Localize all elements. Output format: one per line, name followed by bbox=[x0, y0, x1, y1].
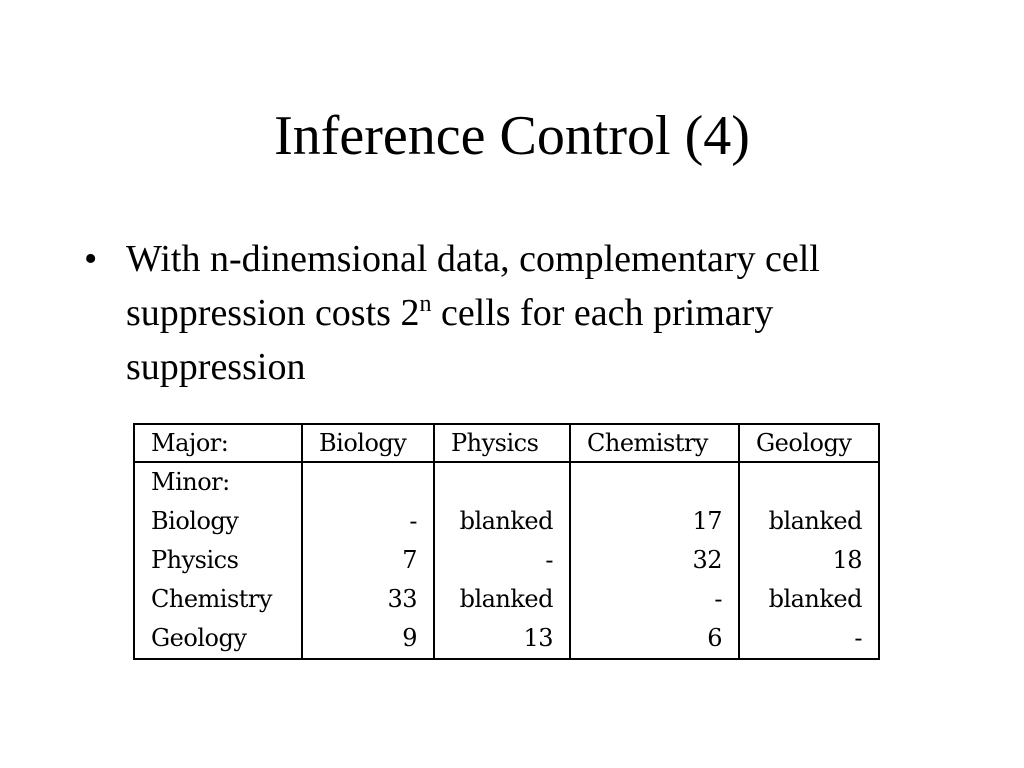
table-cell: blanked bbox=[739, 580, 879, 619]
table-row-minor-label bbox=[134, 462, 879, 502]
table-cell: blanked bbox=[434, 502, 570, 541]
table-cell: 7 bbox=[302, 541, 434, 580]
bullet-text-before: With n-dinemsional data, complementary cell suppression costs 2 bbox=[126, 238, 820, 334]
table-cell bbox=[739, 462, 879, 502]
table-cell bbox=[434, 462, 570, 502]
table-cell: 18 bbox=[739, 541, 879, 580]
major-minor-table bbox=[133, 423, 880, 660]
header-cell-geology: Geology bbox=[739, 424, 879, 462]
row-label: Geology bbox=[134, 619, 302, 659]
row-label: Physics bbox=[134, 541, 302, 580]
table-cell: - bbox=[570, 580, 739, 619]
table-cell: blanked bbox=[434, 580, 570, 619]
bullet-superscript: n bbox=[419, 291, 432, 317]
table-cell bbox=[570, 462, 739, 502]
header-cell-major: Major: bbox=[134, 424, 302, 462]
table-cell: 13 bbox=[434, 619, 570, 659]
table-cell: 33 bbox=[302, 580, 434, 619]
table-row bbox=[134, 619, 879, 659]
table-cell: 32 bbox=[570, 541, 739, 580]
table-row bbox=[134, 502, 879, 541]
header-cell-physics: Physics bbox=[434, 424, 570, 462]
header-cell-chemistry: Chemistry bbox=[570, 424, 739, 462]
table-header-row bbox=[134, 424, 879, 462]
row-label: Chemistry bbox=[134, 580, 302, 619]
bullet-text bbox=[126, 238, 820, 388]
table-cell: - bbox=[434, 541, 570, 580]
minor-label-cell: Minor: bbox=[134, 462, 302, 502]
slide-title: Inference Control (4) bbox=[274, 105, 750, 167]
table-cell: 9 bbox=[302, 619, 434, 659]
table-row bbox=[134, 541, 879, 580]
table-cell: 17 bbox=[570, 502, 739, 541]
table-cell: - bbox=[739, 619, 879, 659]
table-cell: 6 bbox=[570, 619, 739, 659]
row-label: Biology bbox=[134, 502, 302, 541]
table-cell: blanked bbox=[739, 502, 879, 541]
bullet-list bbox=[84, 232, 904, 394]
table-cell bbox=[302, 462, 434, 502]
bullet-marker: • bbox=[84, 238, 98, 280]
table-cell: - bbox=[302, 502, 434, 541]
bullet-text-after: cells for each primary suppression bbox=[126, 292, 774, 388]
table-row bbox=[134, 580, 879, 619]
header-cell-biology: Biology bbox=[302, 424, 434, 462]
bullet-item bbox=[84, 232, 904, 394]
